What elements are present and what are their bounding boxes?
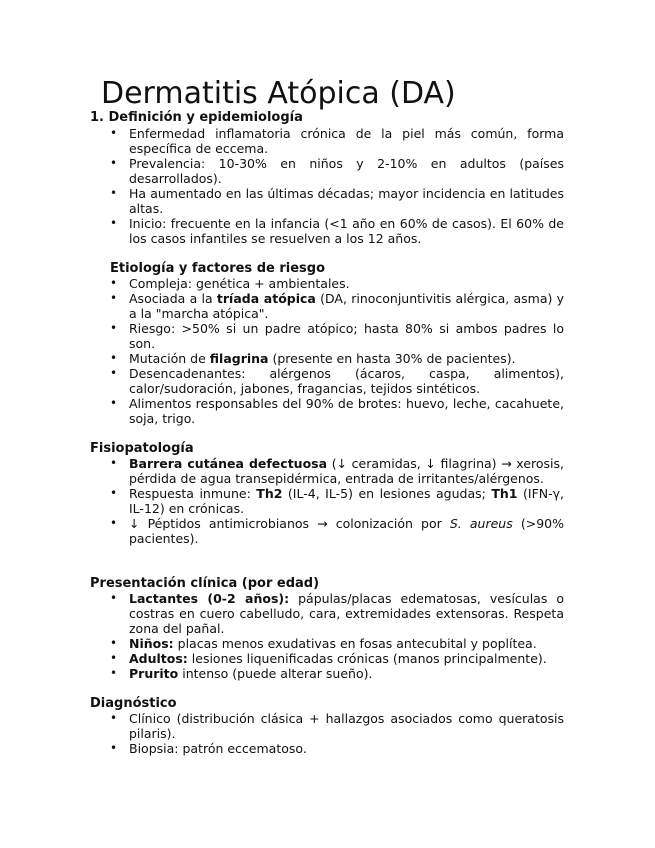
- bullet-list: [108, 126, 564, 246]
- list-item: [108, 651, 564, 666]
- list-item: [108, 711, 564, 741]
- text-run: (IFN-γ, IL-12) en crónicas.: [129, 486, 564, 516]
- text-run: placas menos exudativas en fosas antecubital y poplítea.: [173, 636, 537, 651]
- text-run: lesiones liquenificadas crónicas (manos principalmente).: [187, 651, 547, 666]
- text-run: pápulas/placas edematosas, vesículas o costras en cuero cabelludo, cara, extremidades extensoras. Respeta zona del pañal.: [129, 591, 564, 636]
- list-item: [108, 456, 564, 486]
- bold-term: Prurito: [129, 666, 179, 681]
- italic-term: S. aureus: [449, 516, 513, 531]
- text-run: (↓ ceramidas, ↓ filagrina) → xerosis, pérdida de agua transepidérmica, entrada de irritantes/alérgenos.: [129, 456, 564, 486]
- section-heading: Diagnóstico: [90, 696, 177, 711]
- bold-term: Barrera cutánea defectuosa: [129, 456, 328, 471]
- bold-term: Th2: [256, 486, 283, 501]
- section-heading: Fisiopatología: [90, 441, 194, 456]
- text-run: Biopsia: patrón eccematoso.: [129, 741, 307, 756]
- text-run: Ha aumentado en las últimas décadas; mayor incidencia en latitudes altas.: [129, 186, 564, 216]
- text-run: Riesgo: >50% si un padre atópico; hasta 80% si ambos padres lo son.: [129, 321, 564, 351]
- section-heading: Presentación clínica (por edad): [90, 576, 320, 591]
- bullet-list: [108, 456, 564, 546]
- list-item: [108, 351, 564, 366]
- text-run: Desencadenantes: alérgenos (ácaros, caspa, alimentos), calor/sudoración, jabones, fragancias, tejidos sintéticos.: [129, 366, 564, 396]
- text-run: Respuesta inmune:: [129, 486, 257, 501]
- list-item: [108, 186, 564, 216]
- list-item: [108, 126, 564, 156]
- text-run: Mutación de: [129, 351, 210, 366]
- section-heading: 1. Definición y epidemiología: [90, 110, 303, 125]
- text-run: intenso (puede alterar sueño).: [178, 666, 373, 681]
- text-run: (DA, rinoconjuntivitis alérgica, asma) y a la "marcha atópica".: [129, 291, 565, 321]
- bullet-list: [108, 591, 564, 681]
- text-run: (IL-4, IL-5) en lesiones agudas;: [282, 486, 492, 501]
- section-heading: Etiología y factores de riesgo: [110, 261, 326, 276]
- list-item: [108, 666, 564, 681]
- text-run: Clínico (distribución clásica + hallazgos asociados como queratosis pilaris).: [129, 711, 564, 741]
- bold-term: tríada atópica: [216, 291, 316, 306]
- text-run: Asociada a la: [129, 291, 217, 306]
- list-item: [108, 486, 564, 516]
- list-item: [108, 741, 564, 756]
- list-item: [108, 396, 564, 426]
- bold-term: Niños:: [129, 636, 174, 651]
- document-title: Dermatitis Atópica (DA): [101, 76, 456, 111]
- list-item: [108, 321, 564, 351]
- text-run: Enfermedad inflamatoria crónica de la piel más común, forma específica de eccema.: [129, 126, 564, 156]
- list-item: [108, 216, 564, 246]
- bold-term: Adultos:: [129, 651, 188, 666]
- bullet-list: [108, 711, 564, 756]
- bold-term: Th1: [491, 486, 518, 501]
- text-run: Compleja: genética + ambientales.: [129, 276, 350, 291]
- list-item: [108, 591, 564, 636]
- bold-term: Lactantes (0-2 años):: [129, 591, 290, 606]
- text-run: Inicio: frecuente en la infancia (<1 año en 60% de casos). El 60% de los casos infantiles se resuelven a los 12 años.: [129, 216, 564, 246]
- list-item: [108, 276, 564, 291]
- text-run: Alimentos responsables del 90% de brotes: huevo, leche, cacahuete, soja, trigo.: [129, 396, 564, 426]
- text-run: Prevalencia: 10-30% en niños y 2-10% en adultos (países desarrollados).: [129, 156, 564, 186]
- list-item: [108, 366, 564, 396]
- list-item: [108, 516, 564, 546]
- bullet-list: [108, 276, 564, 426]
- text-run: (presente en hasta 30% de pacientes).: [268, 351, 516, 366]
- list-item: [108, 291, 564, 321]
- text-run: (>90% pacientes).: [129, 516, 564, 546]
- bold-term: filagrina: [209, 351, 269, 366]
- text-run: ↓ Péptidos antimicrobianos → colonización por: [129, 516, 450, 531]
- list-item: [108, 156, 564, 186]
- list-item: [108, 636, 564, 651]
